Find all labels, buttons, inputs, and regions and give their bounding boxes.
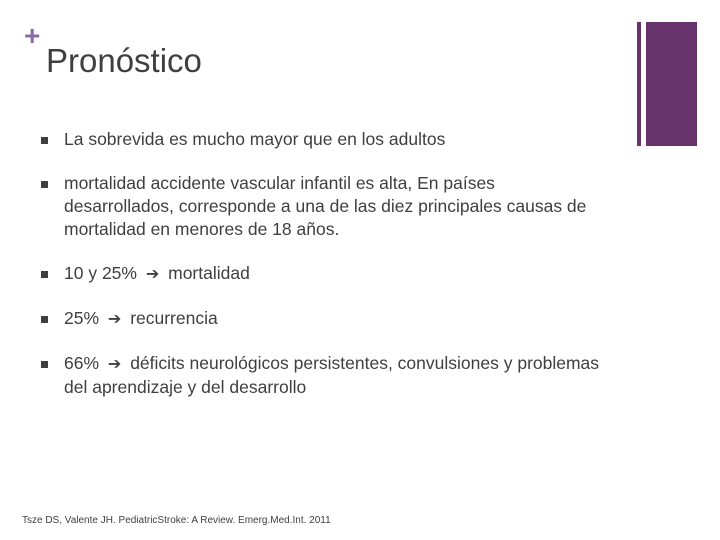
bullet-item: [40, 352, 600, 399]
bullet-text-after: déficits neurológicos persistentes, convulsiones y problemas del aprendizaje y del desarrollo: [64, 353, 600, 397]
bullet-text-before: 25%: [64, 308, 100, 328]
citation: Tsze DS, Valente JH. PediatricStroke: A Review. Emerg.Med.Int. 2011: [22, 515, 331, 526]
bullet-text-after: mortalidad: [168, 263, 250, 283]
bullet-square-icon: [41, 137, 48, 144]
bullet-square-icon: [41, 271, 48, 278]
bullet-item: [40, 128, 600, 151]
bullet-square-icon: [41, 181, 48, 188]
bullet-item: [40, 307, 600, 331]
accent-bar-thick: [646, 22, 697, 146]
slide-title: Pronóstico: [46, 42, 202, 79]
plus-icon: +: [24, 20, 41, 51]
bullet-text-after: recurrencia: [130, 308, 218, 328]
bullet-text-before: 10 y 25%: [64, 263, 137, 283]
bullet-list: [40, 128, 600, 420]
bullet-square-icon: [41, 361, 48, 368]
bullet-text: mortalidad accidente vascular infantil es alta, En países desarrollados, corresponde a una de las diez principales causas de mortalidad en menores de 18 años.: [64, 173, 587, 239]
bullet-item: [40, 262, 600, 286]
bullet-text: La sobrevida es mucho mayor que en los adultos: [64, 129, 446, 149]
bullet-text-before: 66%: [64, 353, 100, 373]
bullet-item: [40, 172, 600, 241]
accent-bar-thin: [637, 22, 641, 146]
arrow-right-icon: ➔: [107, 356, 122, 373]
arrow-right-icon: ➔: [107, 311, 122, 328]
arrow-right-icon: ➔: [145, 266, 160, 283]
bullet-square-icon: [41, 316, 48, 323]
